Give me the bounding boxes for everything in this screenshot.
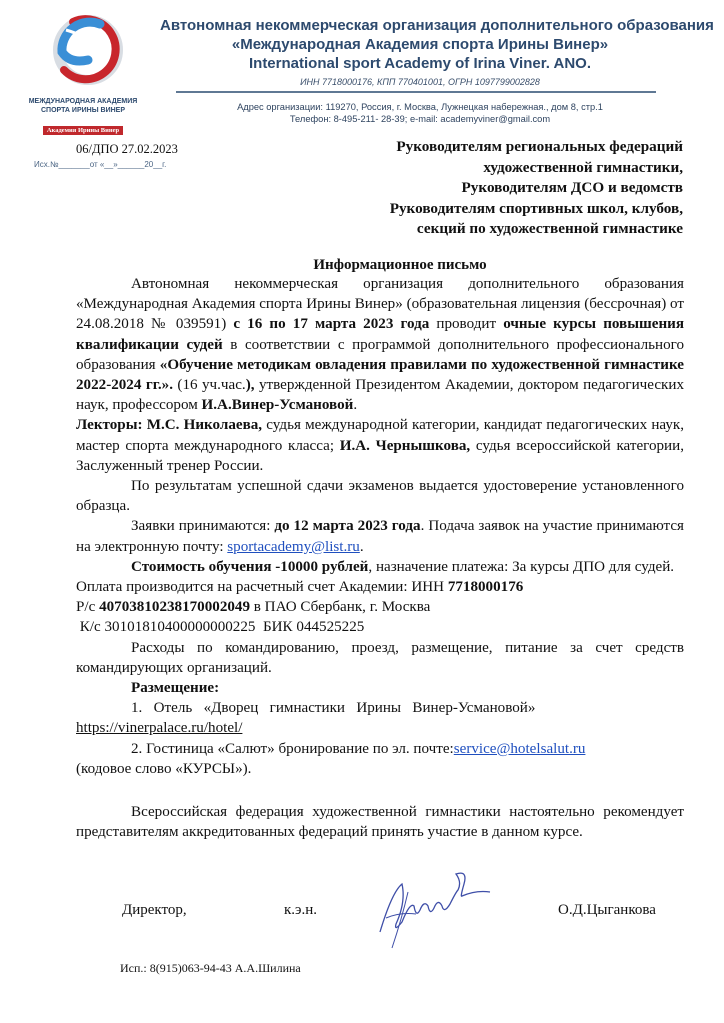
paragraph-certificate: По результатам успешной сдачи экзаменов выдается удостоверение установленного образца. [76, 478, 684, 515]
director-name: О.Д.Цыганкова [558, 902, 656, 918]
addressee-line: Руководителям ДСО и ведомств [461, 179, 683, 196]
letterhead [160, 16, 714, 89]
addressee-line: Руководителям региональных федераций [396, 138, 683, 155]
hotel-1: 1. Отель «Дворец гимнастики Ирины Винер-Усмановой» [131, 700, 536, 717]
executor-contact: Исп.: 8(915)063-94-43 А.А.Шилина [120, 961, 301, 975]
handwritten-signature-icon [372, 862, 512, 952]
letter-title: Информационное письмо [313, 257, 487, 273]
paragraph-expenses: Расходы по командированию, проезд, размещение, питание за счет средств командирующих организаций. [76, 639, 684, 676]
org-registry: ИНН 7718000176, КПП 770401001, ОГРН 1097799002828 [300, 77, 540, 87]
addressee-line: художественной гимнастики, [483, 158, 683, 176]
org-name-line1: Автономная некоммерческая организация дополнительного образования [160, 17, 714, 34]
account-value: 40703810238170002049 [99, 599, 250, 616]
hotel-2-email-link[interactable]: service@hotelsalut.ru [453, 740, 586, 757]
hotel-1-url-line [76, 718, 684, 738]
paragraph-cost: Стоимость обучения -10000 рублей, назначение платежа: За курсы ДПО для судей. [131, 558, 675, 575]
paragraph-lecturers: Лекторы: М.С. Николаева, судья международной категории, кандидат педагогических наук, мастер спорта международного класса; И.А. Чернышкова, судья всероссийской категории, Заслуженный тренер России. [76, 417, 685, 474]
paragraph-recommendation: Всероссийская федерация художественной гимнастики настоятельно рекомендует представителям аккредитованных федераций принять участие в данном курсе. [76, 804, 684, 841]
header-divider [176, 91, 656, 93]
hotel-1-link[interactable]: https://vinerpalace.ru/hotel/ [76, 720, 243, 737]
org-address-block [160, 101, 680, 125]
addressee-block [323, 137, 683, 240]
logo-name-line2: СПОРТА ИРИНЫ ВИНЕР [40, 107, 125, 114]
director-position: Директор, [122, 902, 187, 918]
paragraph-course-info: Автономная некоммерческая организация дополнительного образования «Международная Академия спорта Ирины Винер» (образовательная лицензия (бессрочная) от 24.08.2018 № 039591) с 16 по 17 марта 2023 года проводит очные курсы повышения квалификации судей в соответствии с программой дополнительного профессионального образования «Обучение методикам овладения правилами по художественной гимнастике 2022-2024 гг.». (16 уч.час.), утвержденной Президентом Академии, доктором педагогических наук, профессором И.А.Винер-Усмановой. [76, 276, 684, 414]
outgoing-number: 06/ДПО 27.02.2023 [76, 142, 178, 156]
director-degree: к.э.н. [284, 902, 318, 918]
org-name-line2: «Международная Академия спорта Ирины Винер» [231, 36, 609, 53]
paragraph-account: Р/с 40703810238170002049 в ПАО Сбербанк, г. Москва [76, 599, 431, 616]
hotel-2: 2. Гостиница «Салют» бронирование по эл. почте:service@hotelsalut.ru [131, 740, 586, 757]
academy-logo [18, 8, 148, 134]
paragraph-applications: Заявки принимаются: до 12 марта 2023 года. Подача заявок на участие принимаются на электронную почту: sportacademy@list.ru. [76, 518, 684, 555]
addressee-line: Руководителям спортивных школ, клубов, [389, 199, 683, 217]
addressee-line: секций по художественной гимнастике [416, 220, 683, 237]
application-email-link[interactable]: sportacademy@list.ru [227, 538, 360, 555]
accommodation-heading: Размещение: [131, 680, 220, 697]
hotel-2-codeword: (кодовое слово «КУРСЫ»). [76, 760, 252, 777]
paragraph-payment: Оплата производится на расчетный счет Академии: ИНН 7718000176 [76, 579, 524, 596]
logo-badge: Академия Ирины Винер [43, 126, 123, 135]
logo-swirl-icon [18, 8, 148, 88]
logo-name-line1: МЕЖДУНАРОДНАЯ АКАДЕМИЯ [28, 98, 138, 105]
outgoing-number-template: Исх.№_______от «__»______20__г. [34, 160, 167, 169]
org-contacts: Телефон: 8-495-211- 28-39; e-mail: academyviner@gmail.com [289, 114, 551, 124]
inn-value: 7718000176 [447, 579, 524, 596]
letter-body [76, 274, 684, 842]
org-address: Адрес организации: 119270, Россия, г. Москва, Лужнецкая набережная., дом 8, стр.1 [237, 102, 603, 112]
paragraph-bank-details: К/с 30101810400000000225 БИК 044525225 [76, 619, 365, 636]
org-name-english: International sport Academy of Irina Viner. ANO. [248, 55, 592, 72]
